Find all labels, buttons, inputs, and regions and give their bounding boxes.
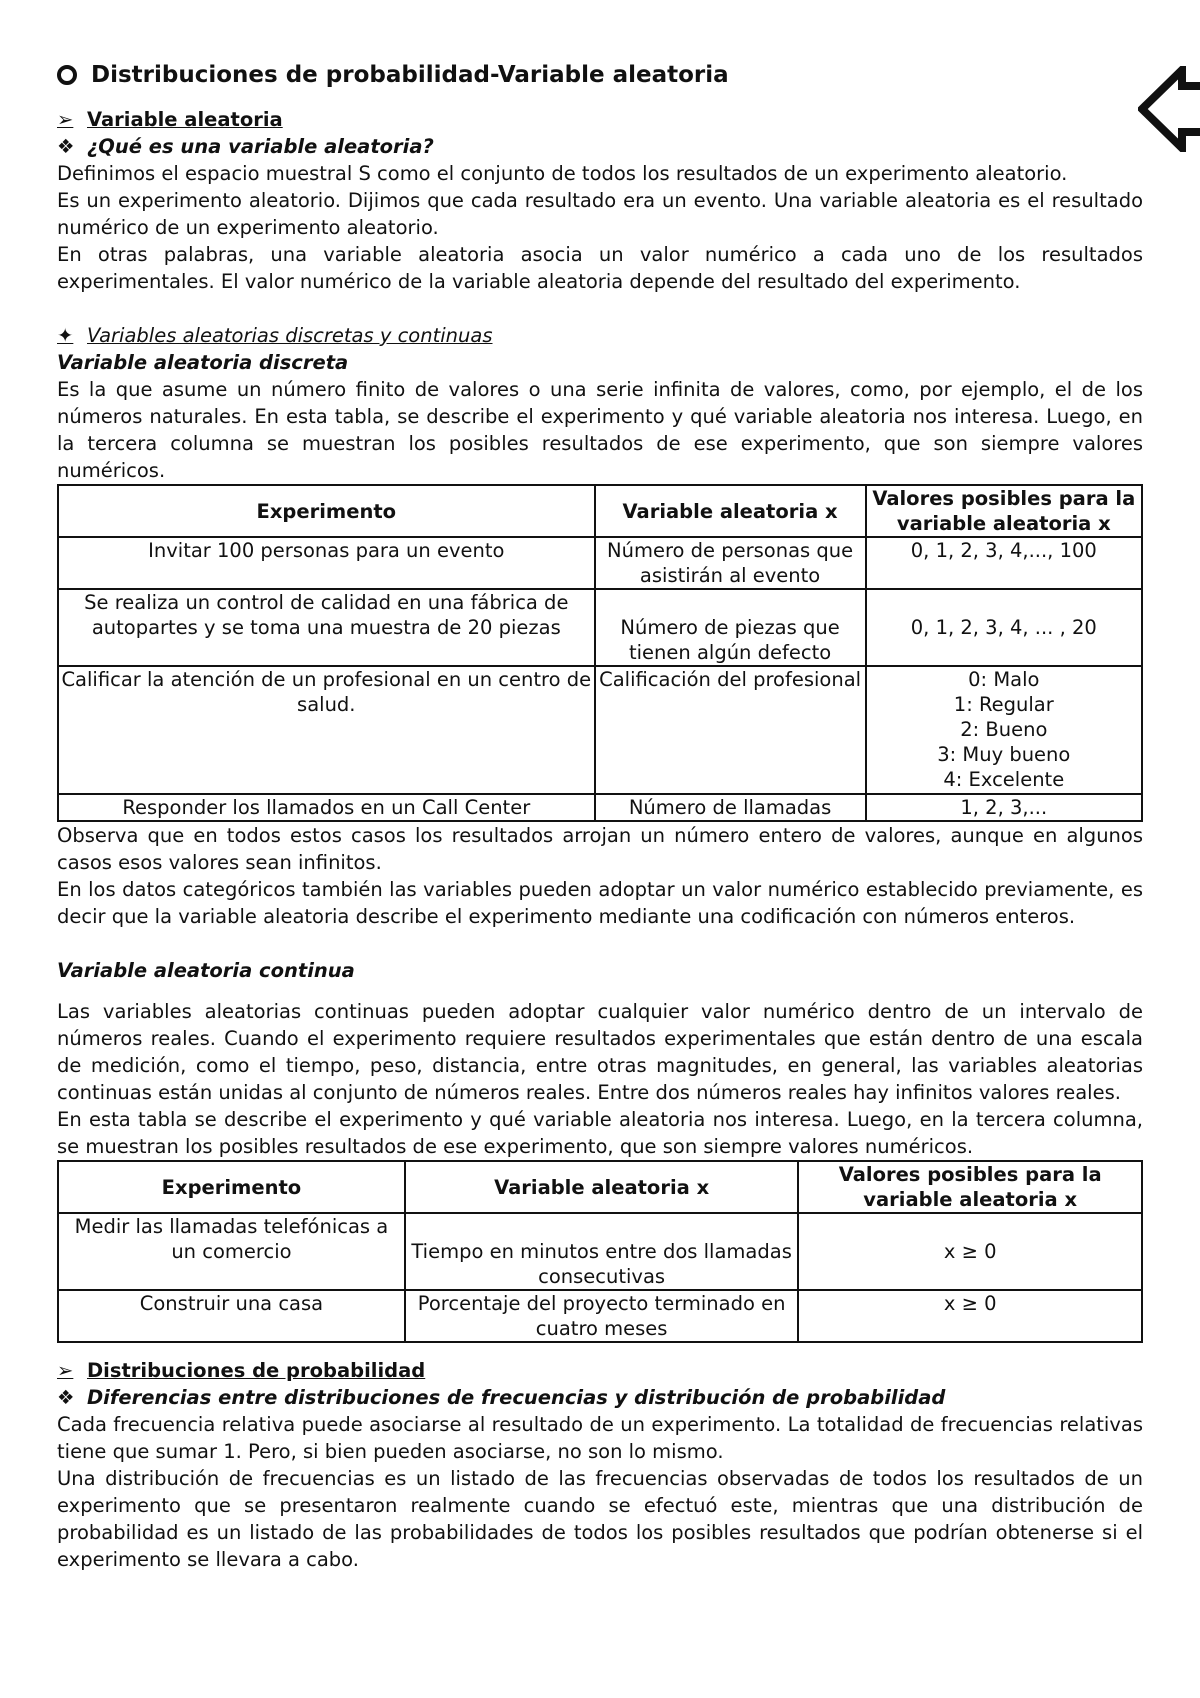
diamond-bullet-icon: ❖ <box>57 135 75 158</box>
table-cell: Calificación del profesional <box>595 666 866 794</box>
table-row <box>58 589 1142 666</box>
title-text: Distribuciones de probabilidad-Variable aleatoria <box>91 62 729 88</box>
paragraph: Observa que en todos estos casos los resultados arrojan un número entero de valores, aunque en algunos casos esos valores sean infinitos. <box>57 824 1143 874</box>
paragraph: Es un experimento aleatorio. Dijimos que cada resultado era un evento. Una variable aleatoria es el resultado numérico de un experimento aleatorio. <box>57 189 1143 239</box>
paragraph: En esta tabla se describe el experimento y qué variable aleatoria nos interesa. Luego, en la tercera columna, se muestran los posibles resultados de ese experimento, que son siempre valores numéricos. <box>57 1108 1143 1158</box>
table-row <box>58 1213 1142 1290</box>
table-row <box>58 537 1142 589</box>
table-cell: Medir las llamadas telefónicas a un comercio <box>58 1213 405 1290</box>
paragraph: Las variables aleatorias continuas pueden adoptar cualquier valor numérico dentro de un intervalo de números reales. Cuando el experimento requiere resultados experimentales que están dentro de una escala de medición, como el tiempo, peso, distancia, entre otras magnitudes, en general, las variables aleatorias continuas están unidas al conjunto de números reales. Entre dos números reales hay infinitos valores reales. <box>57 1000 1143 1104</box>
table-cell: Calificar la atención de un profesional en un centro de salud. <box>58 666 595 794</box>
table-cell: Responder los llamados en un Call Center <box>58 794 595 821</box>
table-header-row <box>58 1161 1142 1213</box>
discrete-table <box>57 484 1143 822</box>
header-cell: Valores posibles para la variable aleatoria x <box>866 485 1142 537</box>
table-cell: Invitar 100 personas para un evento <box>58 537 595 589</box>
table-cell: Número de personas que asistirán al evento <box>595 537 866 589</box>
table-cell: x ≥ 0 <box>798 1213 1142 1290</box>
table-cell: Número de llamadas <box>595 794 866 821</box>
paragraph: Definimos el espacio muestral S como el conjunto de todos los resultados de un experimento aleatorio. <box>57 162 1068 185</box>
paragraph: Una distribución de frecuencias es un listado de las frecuencias observadas de todos los resultados de un experimento que se presentaron realmente cuando se efectuó este, mientras que una distribución de probabilidad es un listado de las probabilidades de todos los posibles resultados que podrían obtenerse si el experimento se llevara a cabo. <box>57 1467 1143 1571</box>
table-header-row <box>58 485 1142 537</box>
back-arrow-icon[interactable] <box>1138 66 1200 152</box>
paragraph: Es la que asume un número finito de valores o una serie infinita de valores, como, por ejemplo, el de los números naturales. En esta tabla, se describe el experimento y qué variable aleatoria nos interesa. Luego, en la tercera columna se muestran los posibles resultados de ese experimento, que son siempre valores numéricos. <box>57 378 1143 482</box>
table-cell: 1, 2, 3,... <box>866 794 1142 821</box>
table-cell: 0, 1, 2, 3, 4,..., 100 <box>866 537 1142 589</box>
table-cell: Construir una casa <box>58 1290 405 1342</box>
arrowhead-bullet-icon: ➢ <box>57 108 74 131</box>
header-cell: Variable aleatoria x <box>405 1161 798 1213</box>
paragraph: Cada frecuencia relativa puede asociarse al resultado de un experimento. La totalidad de frecuencias relativas tiene que sumar 1. Pero, si bien pueden asociarse, no son lo mismo. <box>57 1413 1143 1463</box>
circle-bullet-icon <box>57 65 77 85</box>
question-heading: ❖ ¿Qué es una variable aleatoria? <box>57 135 434 158</box>
table-row <box>58 666 1142 794</box>
header-cell: Variable aleatoria x <box>595 485 866 537</box>
section-heading-distribuciones: ➢ Distribuciones de probabilidad <box>57 1359 426 1382</box>
table-cell: Se realiza un control de calidad en una fábrica de autopartes y se toma una muestra de 20 piezas <box>58 589 595 666</box>
table-cell: Tiempo en minutos entre dos llamadas consecutivas <box>405 1213 798 1290</box>
table-cell: Porcentaje del proyecto terminado en cuatro meses <box>405 1290 798 1342</box>
section-heading-discretas-continuas: ✦ Variables aleatorias discretas y continuas <box>57 324 493 347</box>
subheading-diferencias: ❖ Diferencias entre distribuciones de frecuencias y distribución de probabilidad <box>57 1386 946 1409</box>
arrowhead-bullet-icon: ➢ <box>57 1359 74 1382</box>
table-row <box>58 794 1142 821</box>
subheading-discreta: Variable aleatoria discreta <box>57 351 349 374</box>
header-cell: Experimento <box>58 485 595 537</box>
paragraph: En los datos categóricos también las variables pueden adoptar un valor numérico establecido previamente, es decir que la variable aleatoria describe el experimento mediante una codificación con números enteros. <box>57 878 1143 928</box>
star-bullet-icon: ✦ <box>57 324 74 347</box>
table-cell: 0, 1, 2, 3, 4, ... , 20 <box>866 589 1142 666</box>
section-heading-variable-aleatoria: ➢ Variable aleatoria <box>57 108 283 131</box>
document-title <box>57 60 1143 90</box>
document-page <box>57 60 1143 1573</box>
header-cell: Valores posibles para la variable aleatoria x <box>798 1161 1142 1213</box>
header-cell: Experimento <box>58 1161 405 1213</box>
diamond-bullet-icon: ❖ <box>57 1386 75 1409</box>
continuous-table <box>57 1160 1143 1343</box>
table-cell: Número de piezas que tienen algún defecto <box>595 589 866 666</box>
table-row <box>58 1290 1142 1342</box>
paragraph: En otras palabras, una variable aleatoria asocia un valor numérico a cada uno de los resultados experimentales. El valor numérico de la variable aleatoria depende del resultado del experimento. <box>57 243 1143 293</box>
table-cell: 0: Malo 1: Regular 2: Bueno 3: Muy bueno 4: Excelente <box>866 666 1142 794</box>
table-cell: x ≥ 0 <box>798 1290 1142 1342</box>
subheading-continua: Variable aleatoria continua <box>57 959 355 982</box>
